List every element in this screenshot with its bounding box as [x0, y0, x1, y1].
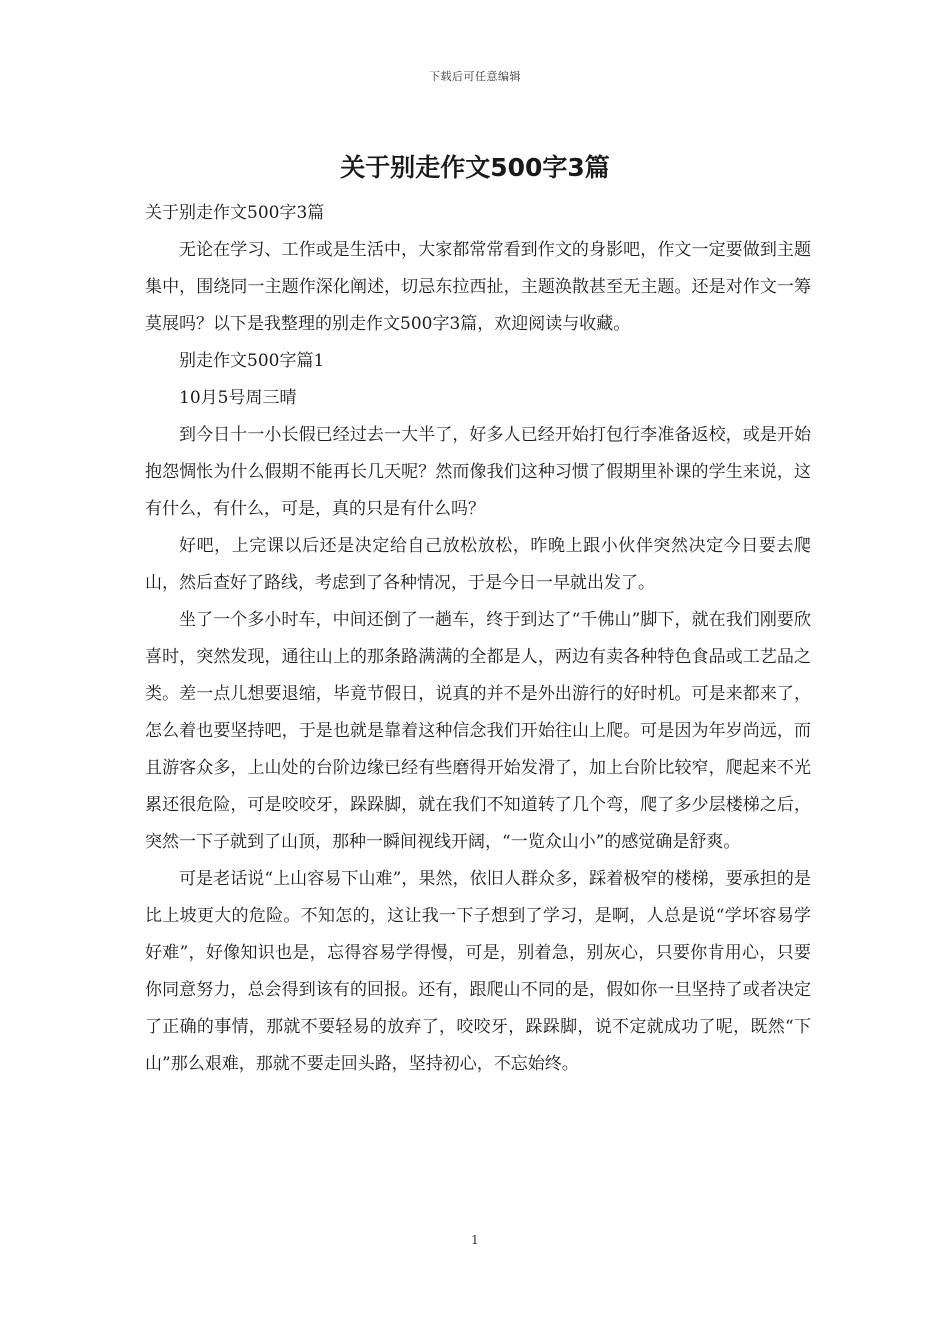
section-heading: 别走作文500字篇1 — [179, 351, 325, 371]
body-paragraph: 可是老话说“上山容易下山难”，果然，依旧人群众多，踩着极窄的楼梯，要承担的是比上坡更大的危险。不知怎的，这让我一下子想到了学习，是啊，人总是说“学坏容易学好难”，好像知识也是，忘得容易学得慢，可是，别着急，别灰心，只要你肯用心，只要你同意努力，总会得到该有的回报。还有，跟爬山不同的是，假如你一旦坚持了或者决定了正确的事情，那就不要轻易的放弃了，咬咬牙，跺跺脚，说不定就成功了呢，既然“下山”那么艰难，那就不要走回头路，坚持初心，不忘始终。 — [145, 869, 811, 1074]
body-paragraph: 好吧，上完课以后还是决定给自己放松放松，昨晚上跟小伙伴突然决定今日要去爬山，然后查好了路线，考虑到了各种情况，于是今日一早就出发了。 — [145, 536, 811, 593]
page-number: 1 — [471, 1233, 479, 1247]
date-line: 10月5号周三晴 — [179, 388, 297, 408]
subtitle-paragraph: 关于别走作文500字3篇 — [145, 203, 325, 223]
document-title: 关于别走作文500字3篇 — [340, 153, 610, 182]
intro-paragraph: 无论在学习、工作或是生活中，大家都常常看到作文的身影吧，作文一定要做到主题集中，围绕同一主题作深化阐述，切忌东拉西扯，主题涣散甚至无主题。还是对作文一筹莫展吗？以下是我整理的别走作文500字3篇，欢迎阅读与收藏。 — [145, 240, 811, 334]
document-body — [145, 195, 811, 1083]
body-paragraph: 坐了一个多小时车，中间还倒了一趟车，终于到达了“千佛山”脚下，就在我们刚要欣喜时，突然发现，通往山上的那条路满满的全都是人，两边有卖各种特色食品或工艺品之类。差一点儿想要退缩，毕竟节假日，说真的并不是外出游行的好时机。可是来都来了，怎么着也要坚持吧，于是也就是靠着这种信念我们开始往山上爬。可是因为年岁尚远，而且游客众多，上山处的台阶边缘已经有些磨得开始发滑了，加上台阶比较窄，爬起来不光累还很危险，可是咬咬牙，跺跺脚，就在我们不知道转了几个弯，爬了多少层楼梯之后，突然一下子就到了山顶，那种一瞬间视线开阔，“一览众山小”的感觉确是舒爽。 — [145, 610, 811, 852]
header-note: 下载后可任意编辑 — [429, 70, 521, 83]
body-paragraph: 到今日十一小长假已经过去一大半了，好多人已经开始打包行李准备返校，或是开始抱怨惆怅为什么假期不能再长几天呢？然而像我们这种习惯了假期里补课的学生来说，这有什么，有什么，可是，真的只是有什么吗？ — [145, 425, 811, 519]
